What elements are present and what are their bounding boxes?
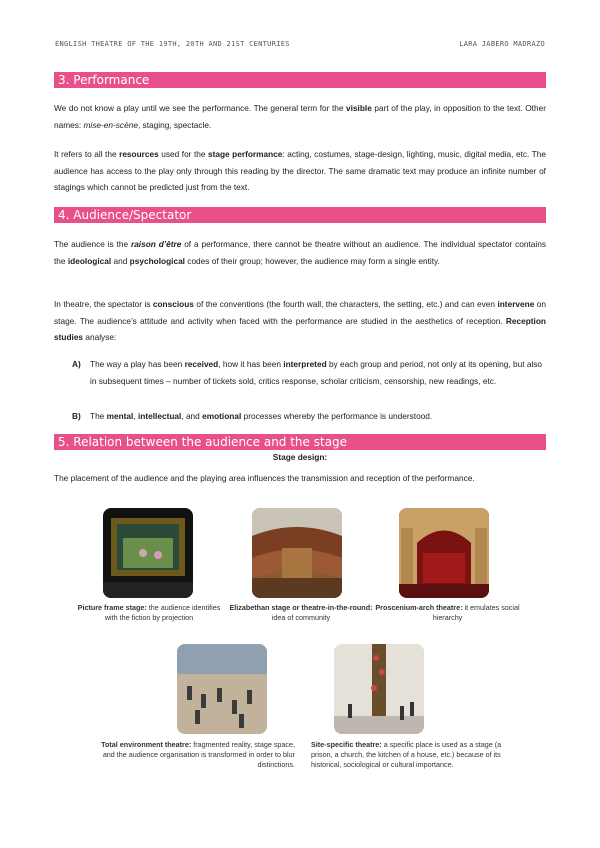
caption-proscenium: Proscenium-arch theatre: it emulates social hierarchy — [375, 603, 520, 622]
header-right: LARA JABERO MADRAZO — [459, 40, 545, 48]
page-header — [55, 40, 545, 48]
total-environment-theatre-image — [177, 644, 267, 734]
s3-paragraph-2: It refers to all the resources used for the stage performance: acting, costumes, stage-design, lighting, music, digital media, etc. The audience has access to the play only through this reading by the director. The same dramatic text may produce an infinite number of stagings which cannot be predicted just from the text. — [54, 149, 546, 193]
caption-total-environment: Total environment theatre: fragmented reality, stage space, and the audience organisation is transformed in order to blur distinctions. — [101, 740, 295, 769]
s3-paragraph-1: We do not know a play until we see the performance. The general term for the visible part of the play, in opposition to the text. Other names: mise-en-scène, staging, spectacle. — [54, 103, 546, 130]
caption-elizabethan: Elizabethan stage or theatre-in-the-round: idea of community — [229, 603, 373, 622]
caption-picture-frame: Picture frame stage: the audience identifies with the fiction by projection — [77, 603, 221, 622]
caption-site-specific: Site-specific theatre: a specific place is used as a stage (a prison, a church, the kitchen of a house, etc.) because of its historical, sociological or cultural importance. — [311, 740, 502, 769]
section-3-title: 3. Performance — [54, 72, 546, 88]
elizabethan-stage-image — [252, 508, 342, 598]
s5-paragraph-1: The placement of the audience and the playing area influences the transmission and reception of the performance. — [54, 473, 475, 483]
proscenium-arch-theatre-image — [399, 508, 489, 598]
site-specific-theatre-image — [334, 644, 424, 734]
section-4-title: 4. Audience/Spectator — [54, 207, 546, 223]
picture-frame-stage-image — [103, 508, 193, 598]
list-item: B) The mental, intellectual, and emotional processes whereby the performance is understood. — [72, 411, 433, 421]
header-left: ENGLISH THEATRE OF THE 19TH, 20TH AND 21ST CENTURIES — [55, 40, 290, 48]
s4-paragraph-2: In theatre, the spectator is conscious of the conventions (the fourth wall, the characters, the setting, etc.) and can even intervene on stage. The audience’s attitude and activity when faced with the performance are studied in the aesthetics of reception. Reception studies analyse: — [54, 299, 546, 343]
s4-paragraph-1: The audience is the raison d’être of a performance, there cannot be theatre without an audience. The individual spectator contains the ideological and psychological codes of their group; however, the audience may form a single entity. — [54, 239, 546, 266]
list-item: A) The way a play has been received, how it has been interpreted by each group and period, not only at its opening, but also in subsequent times – number of tickets sold, critics response, scholar criticism, censorship, new readings, etc. — [72, 359, 543, 386]
stage-design-subtitle: Stage design: — [272, 452, 328, 462]
section-5-title: 5. Relation between the audience and the stage — [54, 434, 546, 450]
